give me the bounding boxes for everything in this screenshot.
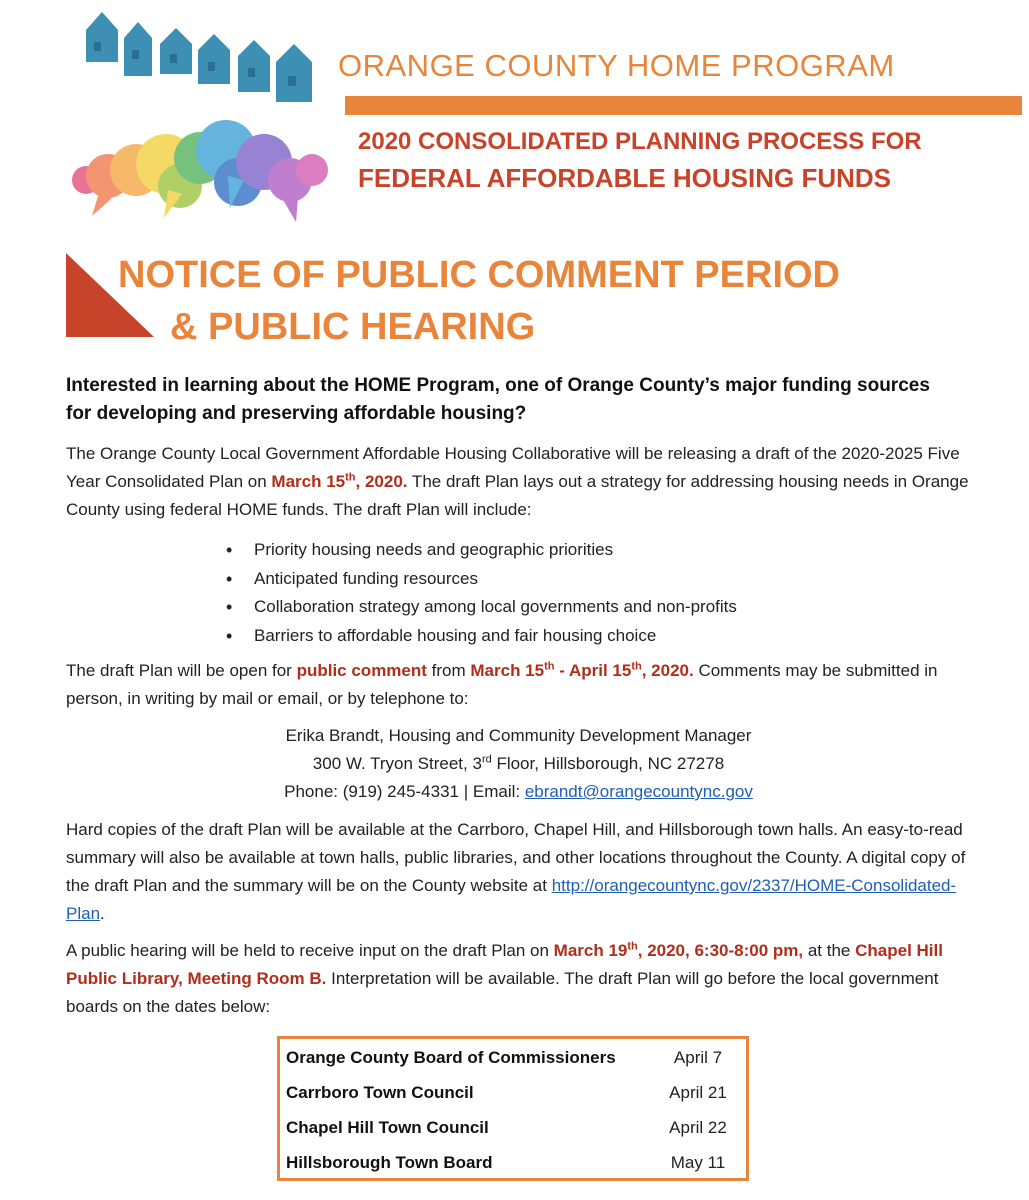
table-row <box>286 1041 740 1075</box>
comment-dash: - <box>554 661 569 680</box>
release-date <box>271 472 407 491</box>
comment-start-sup: th <box>544 660 555 673</box>
hearing-date-tail: , 2020, 6:30-8:00 pm, <box>637 941 804 960</box>
release-date-tail: , 2020. <box>355 472 408 491</box>
board-name: Orange County Board of Commissioners <box>286 1048 616 1067</box>
contact-phone-email <box>66 778 971 806</box>
plan-url-link[interactable]: http://orangecountync.gov/2337/HOME-Consolidated-Plan <box>66 876 957 923</box>
houses-illustration <box>80 10 330 110</box>
hearing-paragraph <box>66 937 971 1021</box>
email-link[interactable]: ebrandt@orangecountync.gov <box>524 782 753 801</box>
comment-end-main: April 15 <box>568 661 632 680</box>
comment-text-c: Comments may be submitted in person, in writing by mail or email, or by telephone to: <box>66 661 938 708</box>
header-divider-bar <box>345 96 1022 115</box>
hearing-date-main: March 19 <box>553 941 628 960</box>
board-date: May 11 <box>670 1153 726 1172</box>
phone-email-prefix: Phone: (919) 245-4331 | Email: <box>284 782 525 801</box>
contact-block <box>66 722 971 806</box>
subtitle-line-1: 2020 CONSOLIDATED PLANNING PROCESS FOR <box>358 128 922 155</box>
plan-items-list <box>226 536 737 650</box>
comment-start-main: March 15 <box>470 661 545 680</box>
table-row <box>286 1146 740 1180</box>
comment-end-tail: , 2020. <box>641 661 694 680</box>
comment-period-paragraph <box>66 657 971 713</box>
hearing-location: Chapel Hill Public Library, Meeting Room B. <box>66 941 943 988</box>
public-comment-highlight: public comment <box>296 661 427 680</box>
speech-bubbles-illustration <box>68 118 334 228</box>
comment-dates <box>470 661 693 680</box>
release-date-main: March 15 <box>271 472 346 491</box>
program-title: ORANGE COUNTY HOME PROGRAM <box>338 48 895 83</box>
table-row <box>286 1076 740 1110</box>
lead-question: Interested in learning about the HOME Program, one of Orange County’s major funding sources for developing and preserving affordable housing? <box>66 375 930 424</box>
address-b: Floor, Hillsborough, NC 27278 <box>491 754 725 773</box>
hearing-text-c: Interpretation will be available. The draft Plan will go before the local government boards on the dates below: <box>66 969 939 1016</box>
contact-name-title: Erika Brandt, Housing and Community Development Manager <box>285 726 752 745</box>
hearing-text-b: at the <box>803 941 856 960</box>
hard-copies-paragraph <box>66 816 971 928</box>
board-date: April 21 <box>669 1083 727 1102</box>
intro-text-a: The Orange County Local Government Affordable Housing Collaborative will be releasing a draft of the 2020-2025 Five Year Consolidated Plan on <box>66 444 960 491</box>
table-row <box>286 1111 740 1145</box>
comment-text-b: from <box>426 661 471 680</box>
address-sup: rd <box>481 753 492 766</box>
board-name: Hillsborough Town Board <box>286 1153 493 1172</box>
board-name: Chapel Hill Town Council <box>286 1118 489 1137</box>
notice-heading-line-1: NOTICE OF PUBLIC COMMENT PERIOD <box>118 254 840 296</box>
release-date-sup: th <box>345 471 356 484</box>
hearing-text-a: A public hearing will be held to receive input on the draft Plan on <box>66 941 554 960</box>
contact-address <box>66 750 971 778</box>
address-a: 300 W. Tryon Street, 3 <box>312 754 482 773</box>
intro-paragraph <box>66 440 971 524</box>
comment-end-sup: th <box>631 660 642 673</box>
list-item: • Anticipated funding resources <box>226 565 737 594</box>
board-date: April 7 <box>673 1048 723 1067</box>
board-date: April 22 <box>669 1118 727 1137</box>
subtitle-line-2: FEDERAL AFFORDABLE HOUSING FUNDS <box>358 163 891 193</box>
hard-copies-tail: . <box>100 904 105 923</box>
comment-text-a: The draft Plan will be open for <box>66 661 297 680</box>
notice-heading-line-2: & PUBLIC HEARING <box>170 306 536 348</box>
intro-text-b: The draft Plan lays out a strategy for addressing housing needs in Orange County using federal HOME funds. The draft Plan will include: <box>66 472 969 519</box>
list-item: • Collaboration strategy among local governments and non-profits <box>226 593 737 622</box>
board-dates-table <box>277 1036 749 1181</box>
hearing-date-sup: th <box>627 940 638 953</box>
hearing-date <box>554 941 803 960</box>
list-item: • Priority housing needs and geographic priorities <box>226 536 737 565</box>
board-name: Carrboro Town Council <box>286 1083 474 1102</box>
hard-copies-text: Hard copies of the draft Plan will be available at the Carrboro, Chapel Hill, and Hillsborough town halls. An easy-to-read summary will also be available at town halls, public libraries, and other locations throughout the County. A digital copy of the draft Plan and the summary will be on the County website at <box>66 820 966 895</box>
list-item: • Barriers to affordable housing and fair housing choice <box>226 622 737 651</box>
